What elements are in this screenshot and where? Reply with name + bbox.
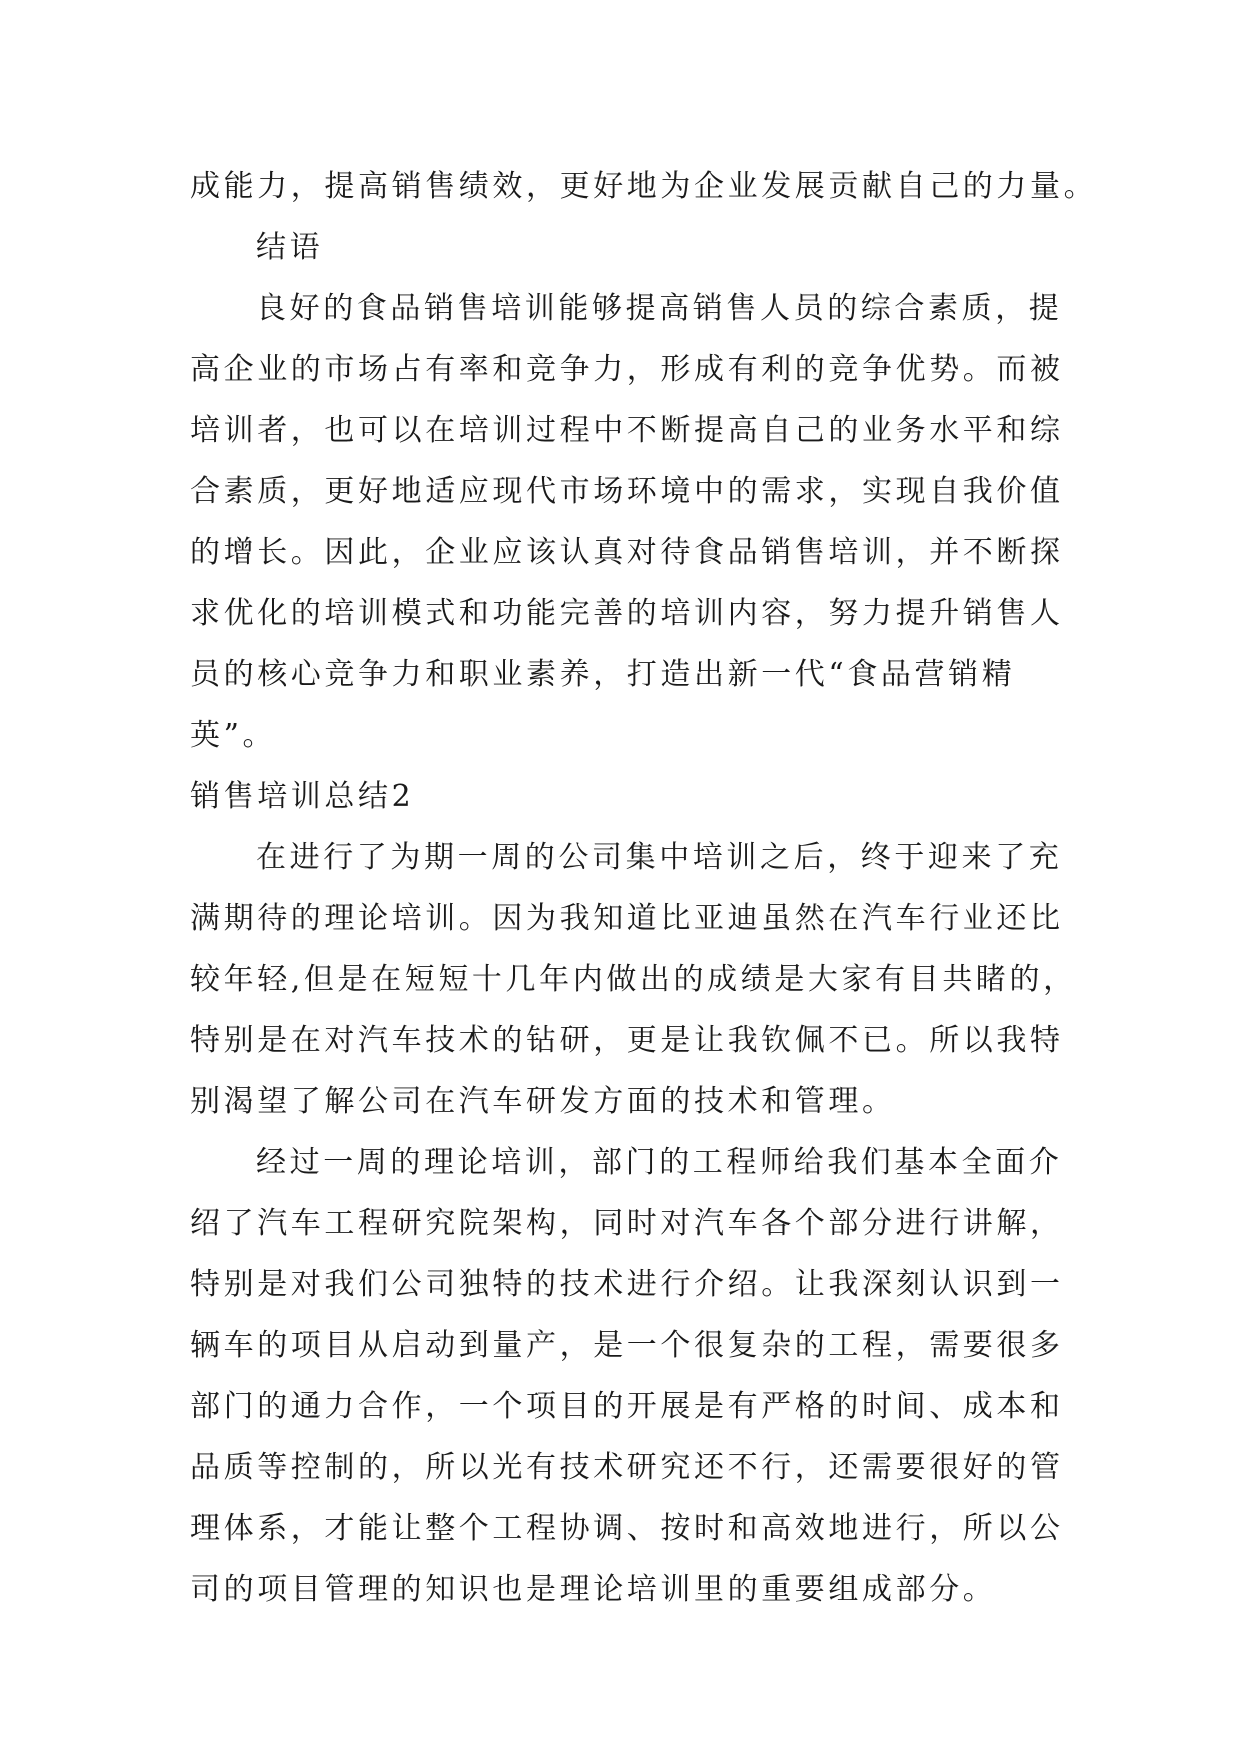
text-line: 满期待的理论培训。因为我知道比亚迪虽然在汽车行业还比 xyxy=(190,901,1064,936)
text-line: 员的核心竞争力和职业素养，打造出新一代“食品营销精 xyxy=(190,657,1016,692)
text-line: 的增长。因此，企业应该认真对待食品销售培训，并不断探 xyxy=(190,535,1064,570)
text-line: 辆车的项目从启动到量产，是一个很复杂的工程，需要很多 xyxy=(190,1328,1064,1363)
text-line: 部门的通力合作，一个项目的开展是有严格的时间、成本和 xyxy=(190,1389,1064,1424)
section-heading: 结语 xyxy=(256,230,324,265)
text-line: 较年轻,但是在短短十几年内做出的成绩是大家有目共睹的， xyxy=(190,962,1077,997)
text-line: 经过一周的理论培训，部门的工程师给我们基本全面介 xyxy=(256,1145,1063,1180)
text-line: 绍了汽车工程研究院架构，同时对汽车各个部分进行讲解， xyxy=(190,1206,1064,1241)
text-line: 司的项目管理的知识也是理论培训里的重要组成部分。 xyxy=(190,1572,997,1607)
text-line: 品质等控制的，所以光有技术研究还不行，还需要很好的管 xyxy=(190,1450,1064,1485)
text-line: 别渴望了解公司在汽车研发方面的技术和管理。 xyxy=(190,1084,896,1119)
text-line: 特别是在对汽车技术的钻研，更是让我钦佩不已。所以我特 xyxy=(190,1023,1064,1058)
document-body xyxy=(190,156,1098,1620)
text-line: 高企业的市场占有率和竞争力，形成有利的竞争优势。而被 xyxy=(190,352,1064,387)
text-line: 培训者，也可以在培训过程中不断提高自己的业务水平和综 xyxy=(190,413,1064,448)
text-line: 合素质，更好地适应现代市场环境中的需求，实现自我价值 xyxy=(190,474,1064,509)
text-line: 良好的食品销售培训能够提高销售人员的综合素质，提 xyxy=(256,291,1063,326)
text-line: 求优化的培训模式和功能完善的培训内容，努力提升销售人 xyxy=(190,596,1064,631)
text-line: 特别是对我们公司独特的技术进行介绍。让我深刻认识到一 xyxy=(190,1267,1064,1302)
text-line: 成能力，提高销售绩效，更好地为企业发展贡献自己的力量。 xyxy=(190,169,1098,204)
document-title: 销售培训总结2 xyxy=(190,779,415,814)
text-line: 英”。 xyxy=(190,718,277,753)
text-line: 理体系，才能让整个工程协调、按时和高效地进行，所以公 xyxy=(190,1511,1064,1546)
text-line: 在进行了为期一周的公司集中培训之后，终于迎来了充 xyxy=(256,840,1063,875)
